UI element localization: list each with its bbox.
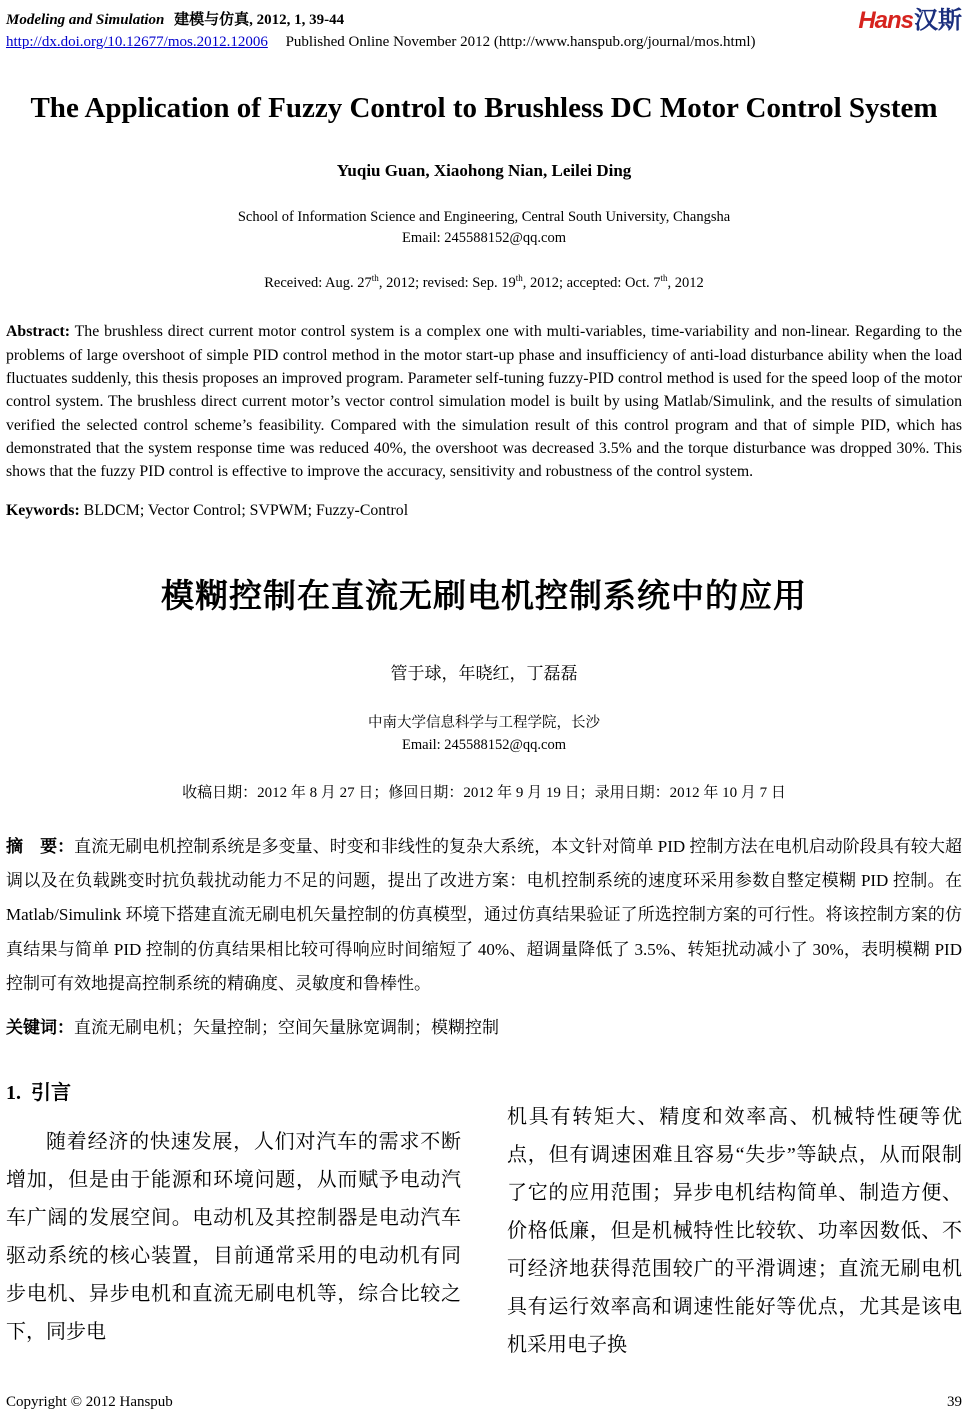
abstract-en-label: Abstract: — [6, 323, 71, 341]
authors-en: Yuqiu Guan, Xiaohong Nian, Leilei Ding — [336, 161, 632, 181]
abstract-en-text: The brushless direct current motor control system is a complex one with multi-variables, time-variability and non-linear. Regarding to the problems of large overshoot of simple PID control method in the motor start-up phase and insufficiency of anti-load disturbance ability when the load fluctuates suddenly, this thesis proposes an improved program. Parameter self-tuning fuzzy-PID control method is used for the speed loop of the motor control system. The brushless direct current motor’s vector control simulation model is built by using Matlab/Simulink, and the results of simulation verified the selected control scheme’s feasibility. Compared with the simulation result of this control program and that of simple PID, which has demonstrated that the system response time was reduced 40%, the overshoot was decreased 3.5% and the torque disturbance was dropped 30%. This shows that the fuzzy PID control is effective to improve the accuracy, sensitivity and robustness of the control system. — [6, 323, 962, 481]
keywords-en-label: Keywords: — [6, 501, 80, 519]
page-footer — [6, 1394, 962, 1411]
column-right — [507, 1076, 962, 1364]
issue-info: , 2012, 1, 39-44 — [249, 12, 345, 28]
section-1-introduction — [6, 1076, 962, 1364]
abstract-en — [6, 320, 962, 484]
abstract-cn — [6, 830, 962, 1002]
paper-title-en: The Application of Fuzzy Control to Brushless DC Motor Control System — [30, 92, 938, 124]
received-line: Received: Aug. 27th, 2012; revised: Sep. 19th, 2012; accepted: Oct. 7th, 2012 — [264, 273, 704, 292]
hanspub-logo-cn: 汉斯 — [914, 7, 962, 34]
column-left — [6, 1076, 461, 1364]
keywords-en — [6, 502, 962, 520]
section-1-heading — [6, 1076, 461, 1105]
copyright-text: Copyright © 2012 Hanspub — [6, 1394, 173, 1410]
abstract-cn-label: 摘 要： — [6, 836, 75, 856]
email-en: Email: 245588152@qq.com — [402, 230, 566, 247]
published-note: Published Online November 2012 (http://www.hanspub.org/journal/mos.html) — [285, 34, 756, 50]
affiliation-en-line: School of Information Science and Engineering, Central South University, Changsha — [237, 209, 731, 226]
email-cn: Email: 245588152@qq.com — [402, 737, 566, 754]
doi-link[interactable]: http://dx.doi.org/10.12677/mos.2012.12006 — [6, 34, 268, 50]
keywords-en-text: BLDCM; Vector Control; SVPWM; Fuzzy-Control — [79, 501, 409, 519]
page-header — [6, 8, 962, 51]
affiliation-en — [6, 207, 962, 249]
journal-title-en: Modeling and Simulation — [6, 12, 165, 28]
keywords-cn-label: 关键词： — [6, 1018, 74, 1038]
affiliation-cn-line: 中南大学信息科学与工程学院，长沙 — [368, 714, 600, 731]
paper-title-cn: 模糊控制在直流无刷电机控制系统中的应用 — [161, 576, 807, 614]
intro-paragraph-right: 机具有转矩大、精度和效率高、机械特性硬等优点，但有调速困难且容易“失步”等缺点，从而限制了它的应用范围；异步电机结构简单、制造方便、价格低廉，但是机械特性比较软、功率因数低、不可经济地获得范围较广的平滑调速；直流无刷电机具有运行效率高和调速性能好等优点，尤其是该电机采用电子换 — [507, 1106, 962, 1357]
dates-cn: 收稿日期：2012 年 8 月 27 日；修回日期：2012 年 9 月 19 日；录用日期：2012 年 10 月 7 日 — [182, 784, 786, 801]
journal-title-cn: 建模与仿真 — [174, 12, 250, 28]
section-1-title: 引言 — [31, 1082, 71, 1105]
journal-info — [6, 8, 756, 51]
page-number: 39 — [947, 1394, 962, 1410]
keywords-cn — [6, 1013, 962, 1038]
journal-title-line — [6, 8, 756, 29]
authors-cn: 管于球，年晓红，丁磊磊 — [390, 663, 578, 683]
intro-paragraph-left: 随着经济的快速发展，人们对汽车的需求不断增加，但是由于能源和环境问题，从而赋予电动汽车广阔的发展空间。电动机及其控制器是电动汽车驱动系统的核心装置，目前通常采用的电动机有同步电机、异步电机和直流无刷电机等，综合比较之下，同步电 — [6, 1131, 461, 1344]
hanspub-logo-hans: Hans — [858, 7, 913, 34]
abstract-cn-text: 直流无刷电机控制系统是多变量、时变和非线性的复杂大系统，本文针对简单 PID 控制方法在电机启动阶段具有较大超调以及在负载跳变时抗负载扰动能力不足的问题，提出了改进方案：电机控制系统的速度环采用参数自整定模糊 PID 控制。在 Matlab/Simulink 环境下搭建直流无刷电机矢量控制的仿真模型，通过仿真结果验证了所选控制方案的可行性。将该控制方案的仿真结果与简单 PID 控制的仿真结果相比较可得响应时间缩短了 40%、超调量降低了 3.5%、转矩扰动减小了 30%，表明模糊 PID 控制可有效地提高控制系统的精确度、灵敏度和鲁棒性。 — [6, 836, 963, 993]
hanspub-logo — [858, 9, 962, 33]
section-1-number: 1. — [6, 1082, 21, 1105]
keywords-cn-text: 直流无刷电机；矢量控制；空间矢量脉宽调制；模糊控制 — [74, 1018, 499, 1038]
affiliation-cn — [6, 712, 962, 757]
doi-line — [6, 34, 756, 51]
